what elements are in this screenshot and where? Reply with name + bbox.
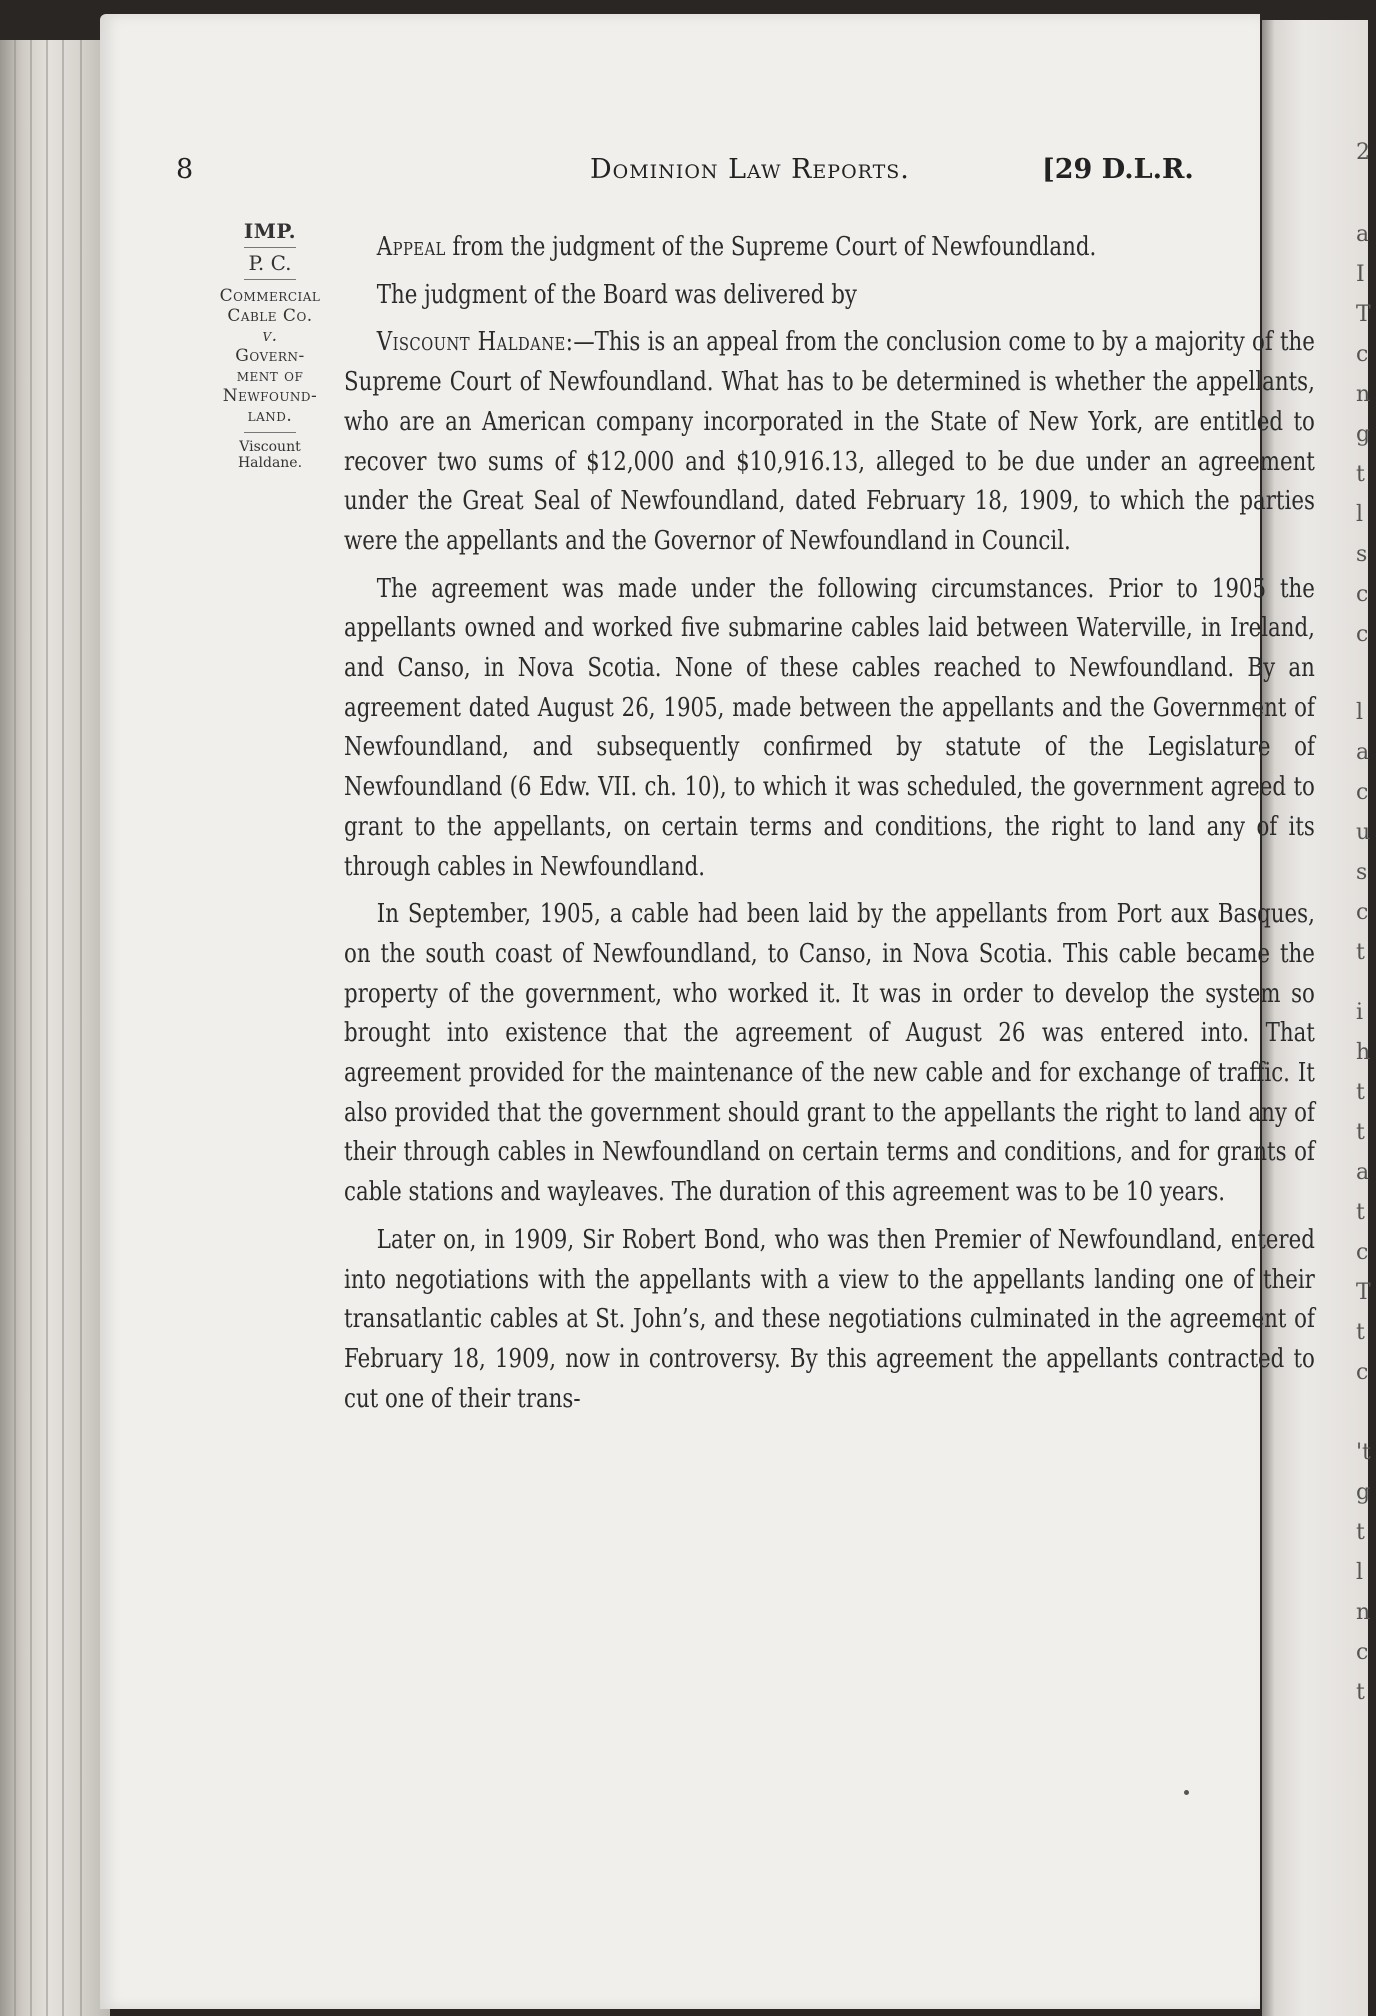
sidenote-rule — [244, 279, 296, 280]
facing-page-letter: c — [1356, 1360, 1369, 1385]
facing-page-letter: t — [1356, 1680, 1365, 1705]
facing-page-letter: s — [1356, 860, 1368, 885]
facing-page-letter: n — [1356, 382, 1371, 407]
facing-page-letter: 2 — [1356, 140, 1370, 165]
case-name-line: land. — [247, 406, 293, 426]
facing-page-letter: a — [1356, 1160, 1370, 1185]
court-label: P. C. — [248, 251, 292, 275]
speaker-name: Viscount Haldane: — [376, 327, 574, 358]
judge-name-line: Haldane. — [237, 455, 303, 471]
facing-page-letter: c — [1356, 900, 1369, 925]
facing-page-letter: T — [1356, 302, 1371, 327]
judge-name-line: Viscount — [239, 439, 301, 455]
case-name-line: Cable Co. — [227, 306, 313, 326]
volume-reference: [29 D.L.R. — [1042, 154, 1194, 185]
book-binding-left — [0, 40, 110, 2016]
sidenote-rule — [244, 247, 296, 248]
facing-page-letter: t — [1356, 1080, 1365, 1105]
facing-page-letter: 't — [1356, 1440, 1371, 1465]
paragraph-appeal — [344, 228, 1315, 268]
facing-page-letter: u — [1356, 820, 1371, 845]
facing-page-letter: g — [1356, 1480, 1371, 1505]
facing-page-letter: l — [1356, 502, 1364, 527]
facing-page-letter: i — [1356, 1000, 1364, 1025]
facing-page-letter: c — [1356, 582, 1369, 607]
judge-name — [176, 439, 364, 471]
case-name-line: Newfound- — [222, 386, 318, 406]
facing-page-letter: t — [1356, 940, 1365, 965]
page-header — [100, 154, 1260, 194]
jurisdiction-label: IMP. — [243, 219, 297, 243]
facing-page-letter: c — [1356, 780, 1369, 805]
case-name-line: Govern- — [235, 346, 305, 366]
facing-page-letter: t — [1356, 1520, 1365, 1545]
print-speck — [1184, 1790, 1189, 1795]
sidenote-rule — [244, 432, 296, 433]
facing-page-letter: g — [1356, 422, 1371, 447]
facing-page-letter: t — [1356, 1320, 1365, 1345]
facing-page-letter: c — [1356, 622, 1369, 647]
facing-page-letter: t — [1356, 462, 1365, 487]
paragraph-delivered-by: The judgment of the Board was delivered by — [376, 279, 857, 310]
facing-page-letter: l — [1356, 700, 1364, 725]
facing-page-letter: s — [1356, 542, 1368, 567]
case-name-line: ment of — [236, 366, 304, 386]
facing-page-letter: n — [1356, 1600, 1371, 1625]
facing-page-letter: h — [1356, 1040, 1371, 1065]
facing-page-letter: a — [1356, 222, 1370, 247]
running-title: Dominion Law Reports. — [590, 154, 910, 185]
paragraph-opening — [344, 323, 1315, 561]
paragraph-port-aux-basques: In September, 1905, a cable had been laid by the appellants from Port aux Basques, on the south coast of Newfoundland, to Canso, in Nova Scotia. This cable became the property of the government, who worked it. It was in order to develop the system so brought into existence that the agreement of August 26 was entered into. That agreement provided for the maintenance of the new cable and for exchange of traffic. It also provided that the government should grant to the appellants the right to land any of their through cables in Newfoundland on certain terms and conditions, and for grants of cable stations and wayleaves. The duration of this agreement was to be 10 years. — [344, 899, 1315, 1208]
facing-page-letter: c — [1356, 342, 1369, 367]
lead-word: Appeal — [376, 232, 446, 262]
judgment-text — [344, 228, 1315, 1427]
page-number: 8 — [176, 154, 194, 185]
case-name-line: Commercial — [219, 286, 321, 306]
facing-page-letter: t — [1356, 1200, 1365, 1225]
paragraph-text: —This is an appeal from the conclusion come to by a majority of the Supreme Court of Newfoundland. What has to be determined is whether the appellants, who are an American company incorporated in the State of New York, are entitled to recover two sums of $12,000 and $10,916.13, alleged to be due under an agreement under the Great Seal of Newfoundland, dated February 18, 1909, to which the parties were the appellants and the Governor of Newfoundland in Council. — [344, 327, 1315, 556]
facing-page-letter: c — [1356, 1640, 1369, 1665]
case-name-line: v. — [262, 326, 278, 346]
facing-page-letter: T — [1356, 1280, 1371, 1305]
facing-page-letter: c — [1356, 1240, 1369, 1265]
case-name — [176, 286, 364, 426]
facing-page-letter: I — [1356, 262, 1365, 287]
facing-page-letter: t — [1356, 1120, 1365, 1145]
paragraph-circumstances: The agreement was made under the following circumstances. Prior to 1905 the appellants owned and worked five submarine cables laid between Waterville, in Ireland, and Canso, in Nova Scotia. None of these cables reached to Newfoundland. By an agreement dated August 26, 1905, made between the appellants and the Government of Newfoundland, and subsequently confirmed by statute of the Legislature of Newfoundland (6 Edw. VII. ch. 10), to which it was scheduled, the government agreed to grant to the appellants, on certain terms and conditions, the right to land any of its through cables in Newfoundland. — [344, 573, 1315, 882]
facing-page-letter: a — [1356, 740, 1370, 765]
margin-sidenote — [176, 219, 364, 471]
paragraph-text: from the judgment of the Supreme Court of Newfoundland. — [445, 232, 1097, 262]
book-page — [100, 14, 1315, 2009]
facing-page-letter: l — [1356, 1560, 1364, 1585]
paragraph-negotiations: Later on, in 1909, Sir Robert Bond, who was then Premier of Newfoundland, entered into negotiations with the appellants with a view to the appellants landing one of their transatlantic cables at St. John’s, and these negotiations culminated in the agreement of February 18, 1909, now in controversy. By this agreement the appellants contracted to cut one of their trans- — [344, 1224, 1315, 1414]
